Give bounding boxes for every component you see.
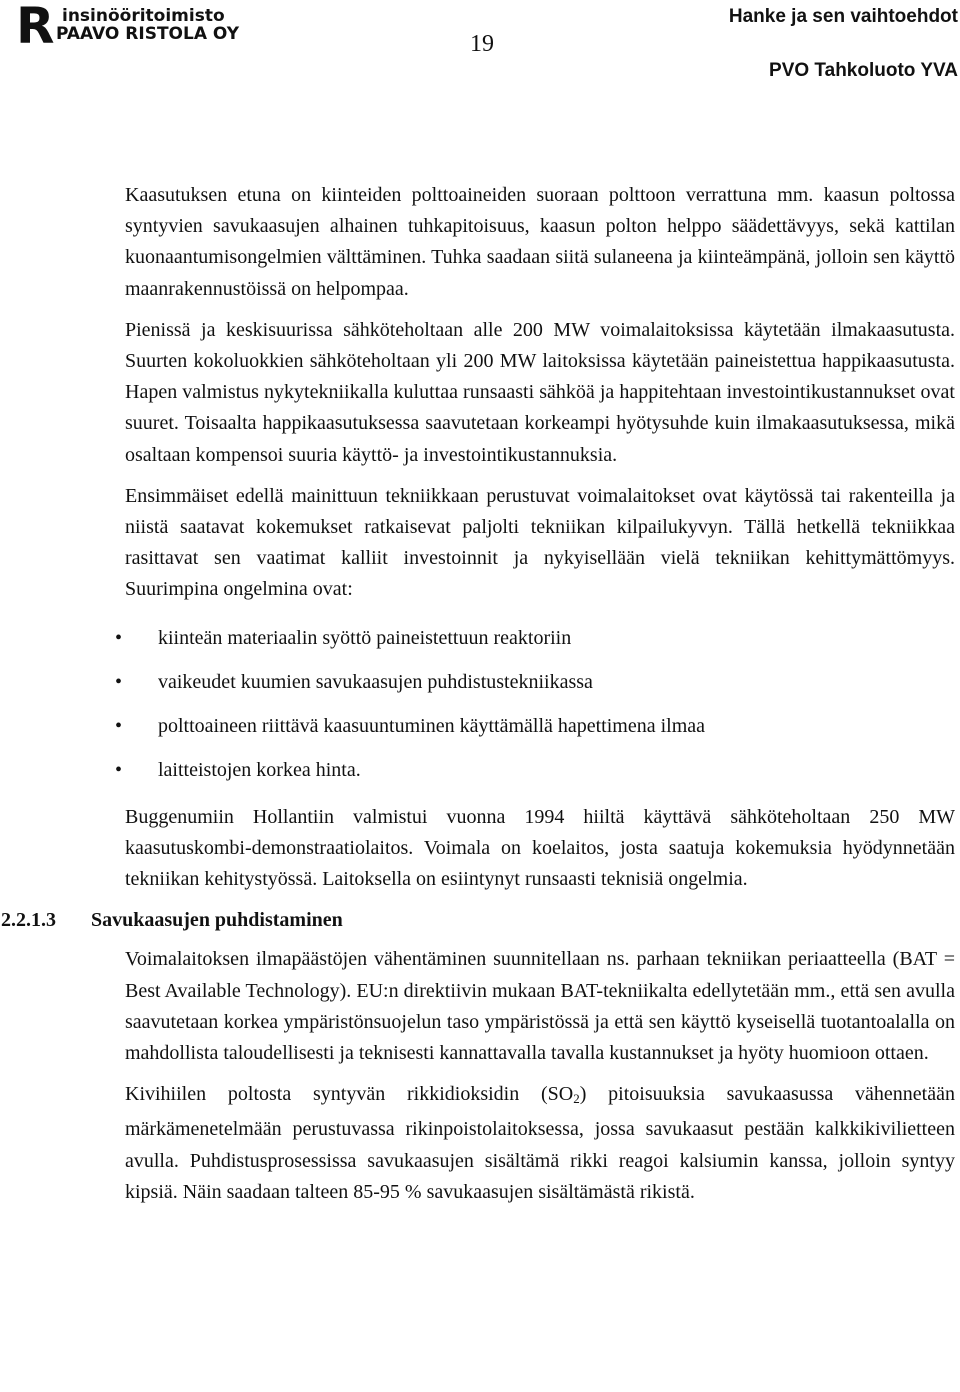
problems-list xyxy=(115,616,955,792)
paragraph-first-plants: Ensimmäiset edellä mainittuun tekniikkaan perustuvat voimalaitokset ovat käytössä tai rakenteilla ja niistä saatavat kokemukset ratkaisevat paljolti tekniikan kilpailukyvyn. Tällä hetkellä tekniikkaa rasittavat sen vaatimat kalliit investoinnit ja nykyisellään vielä tekniikan kehittymättömyys. Suurimpina ongelmina ovat: xyxy=(125,484,955,601)
paragraph-buggenum: Buggenumiin Hollantiin valmistui vuonna 1994 hiiltä käyttävä sähköteholtaan 250 MW kaasutuskombi-demonstraatiolaitos. Voimala on koelaitos, josta saatuja kokemuksia hyödynnetään tekniikan kehitystyössä. Laitoksella on esiintynyt runsaasti teknisiä ongelmia. xyxy=(125,805,955,891)
section-title: Savukaasujen puhdistaminen xyxy=(91,909,343,932)
bullet-icon: • xyxy=(115,626,123,649)
bullet-icon: • xyxy=(115,758,123,781)
paragraph-air-oxygen-gasification: Pienissä ja keskisuurissa sähköteholtaan alle 200 MW voimalaitoksissa käytetään ilmakaasutusta. Suurten kokoluokkien sähköteholtaan yli 200 MW laitoksissa käytetään paineistettua happikaasutusta. Hapen valmistus nykytekniikalla kuluttaa runsaasti sähköä ja happitehtaan investointikustannukset ovat suuret. Toisaalta happikaasutuksessa saavutetaan korkeampi hyötysuhde kuin ilmakaasutuksessa, mikä osaltaan kompensoi suuria käyttö- ja investointikustannuksia. xyxy=(125,318,955,466)
paragraph-bat: Voimalaitoksen ilmapäästöjen vähentäminen suunnitellaan ns. parhaan tekniikan periaatteella (BAT = Best Available Technology). EU:n direktiivin mukaan BAT-tekniikalta edellytetään mm., että sen avulla saavutetaan korkea ympäristönsuojelun taso ympäristössä ja että sen käyttö kyseisellä tuotantoalalla on mahdollista taloudellisesti ja teknisesti kannattavalla tavalla kustannukset ja hyöty huomioon ottaen. xyxy=(125,948,955,1065)
bullet-icon: • xyxy=(115,670,123,693)
paragraph-gasification-benefits: Kaasutuksen etuna on kiinteiden polttoaineiden suoraan polttoon verrattuna mm. kaasun poltossa syntyvien savukaasujen alhainen tuhkapitoisuus, kaasun polton helppo säädettävyys, sekä kattilan kuonaantumisongelmien välttäminen. Tuhka saadaan siitä sulaneena ja kiinteämpänä, jolloin sen käyttö maanrakennustöissä on helpompaa. xyxy=(125,184,955,300)
header-subtitle: PVO Tahkoluoto YVA xyxy=(769,60,958,81)
logo-company-name: PAAVO RISTOLA OY xyxy=(56,24,240,44)
section-heading xyxy=(1,905,955,936)
list-item: • laitteistojen korkea hinta. xyxy=(125,748,955,792)
page-number: 19 xyxy=(470,31,494,57)
logo-company-type: insinööritoimisto xyxy=(62,6,225,26)
section-number: 2.2.1.3 xyxy=(1,909,56,932)
bullet-icon: • xyxy=(115,714,123,737)
header-title: Hanke ja sen vaihtoehdot xyxy=(728,6,958,27)
company-logo xyxy=(16,0,306,55)
document-body xyxy=(1,180,955,1218)
list-item: • polttoaineen riittävä kaasuuntuminen käyttämällä hapettimena ilmaa xyxy=(125,704,955,748)
logo-letter: R xyxy=(16,0,53,55)
paragraph-desulfurization: Kivihiilen poltosta syntyvän rikkidioksidin $(SO_2)$ pitoisuuksia savukaasussa vähennetään märkämenetelmään perustuvassa rikinpoistolaitoksessa, jossa savukaasut pestään kalkkikivilietteen avulla. Puhdistusprosessissa savukaasujen sisältämä rikki reagoi kalsiumin kanssa, jolloin syntyy kipsiä. Näin saadaan talteen 85-95 % savukaasujen sisältämästä rikistä. xyxy=(125,1083,955,1203)
list-item: • vaikeudet kuumien savukaasujen puhdistustekniikassa xyxy=(125,660,955,704)
list-item: • kiinteän materiaalin syöttö paineistettuun reaktoriin xyxy=(125,616,955,660)
